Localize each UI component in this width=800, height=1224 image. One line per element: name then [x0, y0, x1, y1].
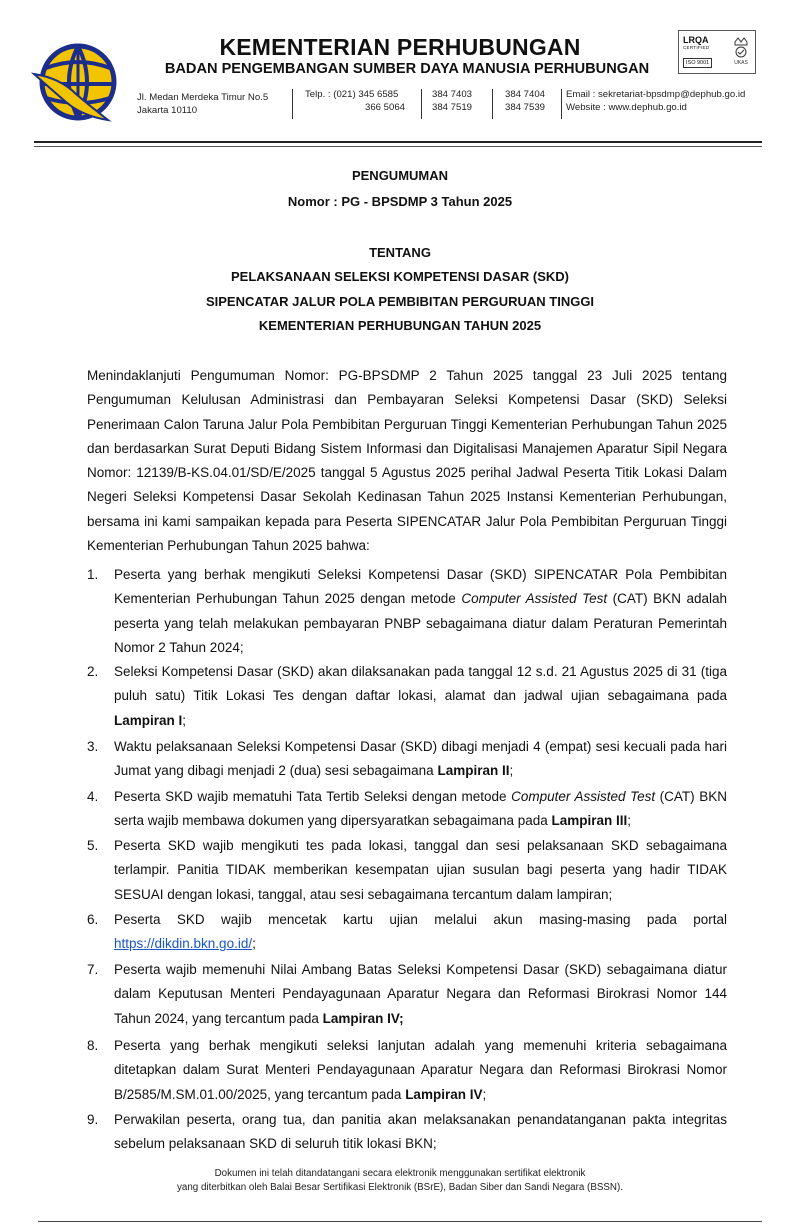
about-heading: TENTANG	[369, 245, 431, 260]
contact-divider	[292, 89, 293, 119]
intro-paragraph: Menindaklanjuti Pengumuman Nomor: PG-BPSDMP 2 Tahun 2025 tanggal 23 Juli 2025 tentang Pengumuman Kelulusan Administrasi dan Pembayaran Seleksi Kompetensi Dasar (SKD) Seleksi Penerimaan Calon Taruna Jalur Pola Pembibitan Perguruan Tinggi Kementerian Perhubungan Tahun 2025 dan berdasarkan Surat Deputi Bidang Sistem Informasi dan Digitalisasi Manajemen Aparatur Sipil Negara Nomor: 12139/B-KS.04.01/SD/E/2025 tanggal 5 Agustus 2025 perihal Jadwal Peserta Titik Lokasi Dalam Negeri Seleksi Kompetensi Dasar Sekolah Kedinasan Tahun 2025 Instansi Kementerian Perhubungan, bersama ini kami sampaikan kepada para Peserta SIPENCATAR Jalur Pola Pembibitan Perguruan Tinggi Kementerian Perhubungan Tahun 2025 bahwa:	[87, 368, 727, 554]
ministry-logo	[30, 38, 130, 128]
bkn-portal-link[interactable]: https://dikdin.bkn.go.id/	[114, 936, 253, 952]
telp-line-1: Telp. : (021) 345 6585	[305, 89, 399, 100]
list-text: Peserta SKD wajib mencetak kartu ujian melalui akun masing-masing pada portal https://dikdin.bkn.go.id/;	[114, 912, 727, 952]
list-text: Peserta yang berhak mengikuti Seleksi Kompetensi Dasar (SKD) SIPENCATAR Pola Pembibitan Kementerian Perhubungan Tahun 2025 dengan metode Computer Assisted Test (CAT) BKN adalah peserta yang telah melakukan pembayaran PNBP sebagaimana diatur dalam Peraturan Pemerintah Nomor 2 Tahun 2024;	[114, 567, 727, 655]
list-text: Peserta yang berhak mengikuti seleksi lanjutan adalah yang memenuhi kriteria sebagaimana ditetapkan dalam Surat Menteri Pendayagunaan Aparatur Negara dan Reformasi Birokrasi Nomor B/2585/M.SM.01.00/2025, yang tercantum pada Lampiran IV;	[114, 1038, 727, 1102]
ukas-crown-icon	[731, 36, 751, 66]
list-text: Peserta wajib memenuhi Nilai Ambang Batas Seleksi Kompetensi Dasar (SKD) sebagaimana diatur dalam Keputusan Menteri Pendayagunaan Aparatur Negara dan Reformasi Birokrasi Nomor 144 Tahun 2024, yang tercantum pada Lampiran IV;	[114, 962, 727, 1026]
telephone-group-3	[505, 89, 560, 114]
website: Website : www.dephub.go.id	[566, 101, 687, 113]
lrqa-certified-label: CERTIFIED	[683, 45, 710, 50]
list-number: 7.	[87, 962, 99, 977]
telp-line-2: 366 5064	[365, 101, 406, 113]
email-website	[566, 89, 766, 114]
certification-badge	[678, 30, 756, 74]
iso-label: ISO 9001	[683, 58, 712, 68]
ukas-label: UKAS	[734, 60, 748, 66]
list-number: 8.	[87, 1038, 99, 1053]
ministry-name: KEMENTERIAN PERHUBUNGAN	[219, 34, 581, 60]
list-number: 4.	[87, 789, 99, 804]
contact-divider	[421, 89, 422, 119]
announcement-title: PENGUMUMAN	[351, 168, 449, 183]
list-number: 1.	[87, 567, 99, 582]
list-text: Peserta SKD wajib mematuhi Tata Tertib Seleksi dengan metode Computer Assisted Test (CAT) BKN serta wajib membawa dokumen yang dipersyaratkan sebagaimana pada Lampiran III;	[114, 789, 728, 829]
contact-divider	[492, 89, 493, 119]
footer-rule	[38, 1221, 762, 1222]
announcement-number: Nomor : PG - BPSDMP 3 Tahun 2025	[287, 194, 513, 209]
list-text: Perwakilan peserta, orang tua, dan panitia akan melaksanakan penandatanganan pakta integritas sebelum pelaksanaan SKD di seluruh titik lokasi BKN;	[114, 1112, 727, 1152]
letterhead-rule-thin	[34, 146, 762, 147]
list-number: 2.	[87, 664, 99, 679]
address-line-2: Jakarta 10110	[137, 104, 198, 116]
e-signature-line-2: yang diterbitkan oleh Balai Besar Sertifikasi Elektronik (BSrE), Badan Siber dan Sandi Negara (BSSN).	[177, 1182, 623, 1193]
list-number: 6.	[87, 912, 99, 927]
list-text: Waktu pelaksanaan Seleksi Kompetensi Dasar (SKD) dibagi menjadi 4 (empat) sesi kecuali pada hari Jumat yang dibagi menjadi 2 (dua) sesi sebagaimana Lampiran II;	[114, 739, 727, 779]
contact-divider	[561, 89, 562, 119]
subject-line-3: KEMENTERIAN PERHUBUNGAN TAHUN 2025	[258, 318, 542, 333]
list-text: Peserta SKD wajib mengikuti tes pada lokasi, tanggal dan sesi pelaksanaan SKD sebagaimana terlampir. Panitia TIDAK memberikan kesempatan ujian susulan bagi peserta yang hadir TIDAK SESUAI dengan lokasi, tanggal, atau sesi sebagaimana tercantum dalam lampiran;	[114, 838, 727, 902]
telephone-group-1	[305, 89, 413, 114]
agency-name: BADAN PENGEMBANGAN SUMBER DAYA MANUSIA PERHUBUNGAN	[164, 61, 650, 77]
subject-line-1: PELAKSANAAN SELEKSI KOMPETENSI DASAR (SKD)	[230, 269, 570, 284]
list-number: 9.	[87, 1112, 99, 1127]
e-signature-line-1: Dokumen ini telah ditandatangani secara elektronik menggunakan sertifikat elektronik	[214, 1168, 586, 1179]
email: Email : sekretariat-bpsdmp@dephub.go.id	[566, 89, 746, 100]
subject-line-2: SIPENCATAR JALUR POLA PEMBIBITAN PERGURUAN TINGGI	[205, 294, 595, 309]
list-number: 5.	[87, 838, 99, 853]
telephone-group-2	[432, 89, 487, 114]
tel2-line-2: 384 7519	[432, 101, 473, 113]
address-line-1: Jl. Medan Merdeka Timur No.5	[137, 92, 269, 103]
lrqa-label: LRQA	[683, 35, 709, 45]
letterhead-rule-thick	[34, 141, 762, 143]
list-number: 3.	[87, 739, 99, 754]
tel3-line-2: 384 7539	[505, 101, 546, 113]
tel2-line-1: 384 7403	[432, 89, 473, 100]
e-signature-note	[0, 1167, 800, 1195]
address	[137, 92, 287, 117]
list-text: Seleksi Kompetensi Dasar (SKD) akan dilaksanakan pada tanggal 12 s.d. 21 Agustus 2025 di 31 (tiga puluh satu) Titik Lokasi Tes dengan daftar lokasi, alamat dan jadwal ujian sebagaimana pada Lampiran I;	[114, 664, 727, 728]
tel3-line-1: 384 7404	[505, 89, 546, 100]
